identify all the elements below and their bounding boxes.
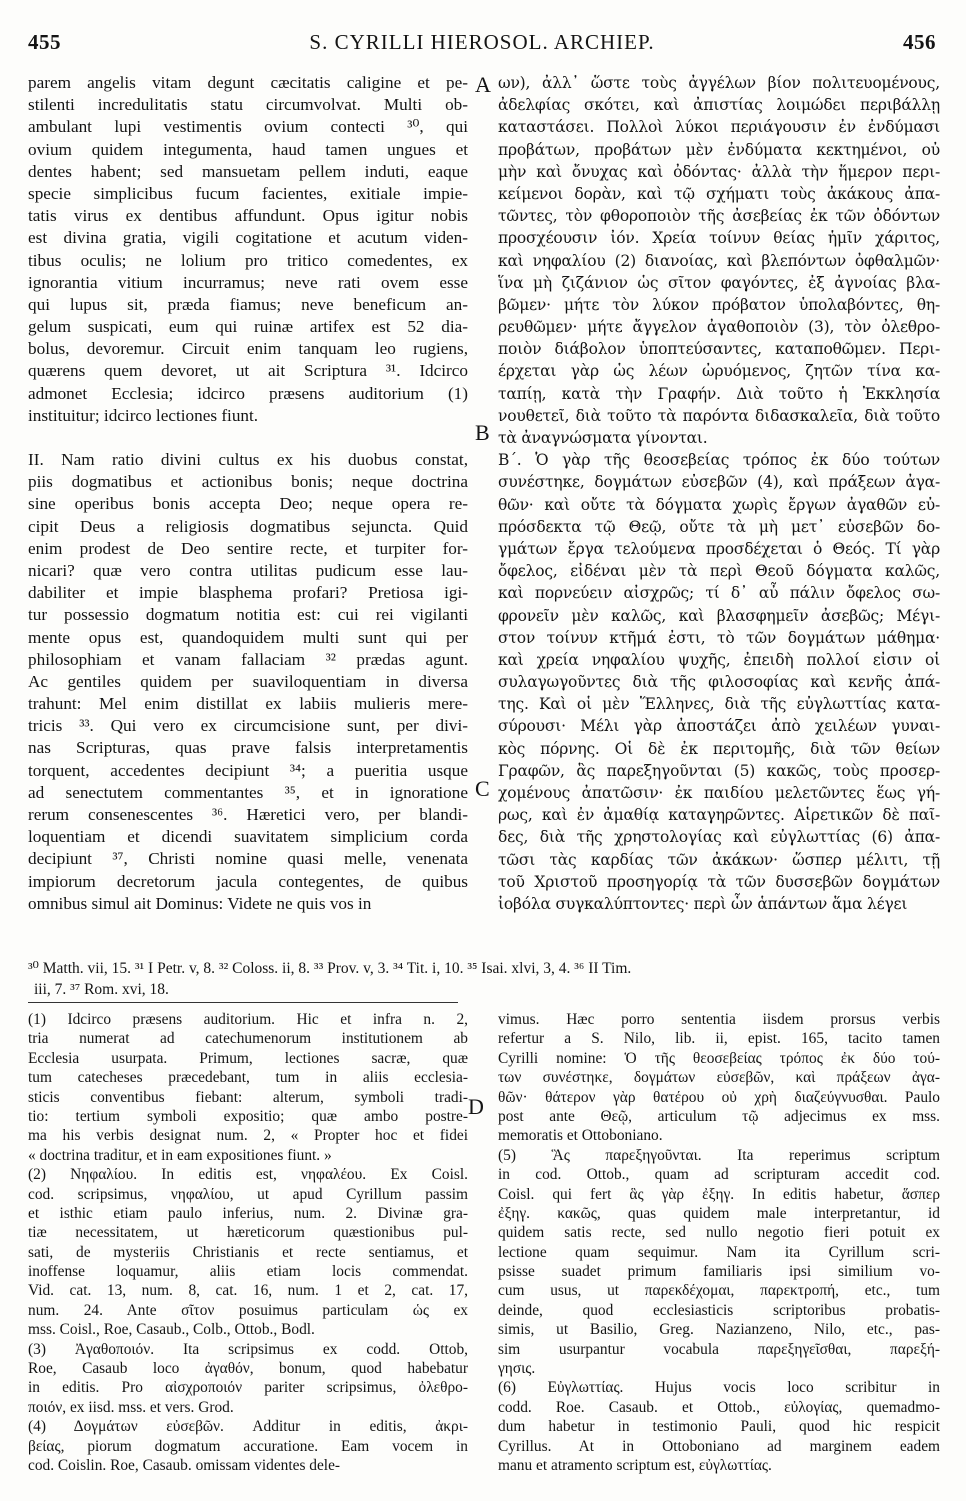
footnote-line: (5) Ἃς παρεξηγοῦνται. Ita reperimus scriptum [498,1146,940,1164]
footnote-line: sim usurpantur vocabula παρεξηγεῖσθαι, παρεξή- [498,1340,940,1358]
greek-line: ποιὸν διάβολον ὑποπτεύσαντες, καταποθῶμεν. Περι- [498,340,940,359]
latin-line: enim prodest de Deo sentire recte, et turpiter for- [28,538,468,558]
footnote-line: Cyrilli nomine: Ὁ τῆς θεοσεβείας τρόπος ἐκ δύο τού- [498,1049,940,1067]
greek-line: συνέστηκε, δογμάτων εὐσεβῶν (4), καὶ πράξεων ἀγα- [498,473,940,492]
footnote-line: των συνέστηκε, δογμάτων εὐσεβῶν, καὶ πράξεων ἀγα- [498,1069,940,1087]
footnote-line: lectione quam sequimur. Nam ita Cyrillum scri- [498,1243,940,1261]
footnote-line: βείας, piorum dogmatum accuratione. Eam vocem in [28,1437,468,1455]
greek-line: ρευθῶμεν· μήτε ἄγγελον ἀγαθοποιὸν (3), τὸν ὀλεθρο- [498,318,940,337]
scripture-ref-line: iii, 7. ³⁷ Rom. xvi, 18. [34,981,169,998]
greek-line: καταστάσει. Πολλοὶ λύκοι περιάγουσιν ἐν ἐνδύμασι [498,118,940,137]
greek-line: ρως, καὶ ἐν ἀμαθίᾳ καταγηρῶντες. Αἱρετικῶν δὲ παῖ- [498,806,940,825]
latin-line: mente opus est, quandoquidem multi sunt qui per [28,627,468,647]
latin-line: rerum consenescentes ³⁶. Hæretici vero, per blandi- [28,805,468,824]
margin-letter-d: D [468,1094,484,1119]
latin-line: instituitur; idcirco lectiones fiunt. [28,405,259,425]
greek-line: τὰ ἀναγνώσματα γίνονται. [498,429,708,447]
greek-line: δες, διὰ τῆς χρηστολογίας καὶ εὐγλωττίας (6) ἀπα- [498,828,940,847]
latin-line: tatis virus ex dentibus affundunt. Opus igitur nobis [28,206,468,226]
latin-line: ambulant lupi vestimentis ovium contecti ³⁰, qui [28,117,468,137]
footnote-line: inoffense loquamur, aliis etiam locis commendat. [28,1263,468,1281]
latin-line: nas Scripturas, quas prave falsis interpretamentis [28,738,468,758]
footnote-line: tiæ necessitatem, ut hæreticorum quæstionibus pul- [28,1224,468,1242]
margin-letter-a: A [475,72,491,97]
footnote-line: refertur a S. Nilo, lib. ii, epist. 165, tacito tamen [498,1030,940,1048]
greek-line: φρονεῖν μὲν καλῶς, καὶ βλασφημεῖν ἀσεβῶς; Μέγι- [498,606,940,625]
page-header [28,30,936,60]
greek-line: νουθετεῖ, διὰ τοῦτο τὰ παρόντα διδασκαλεῖα, διὰ τοῦτο [498,406,940,425]
footnote-line: Roe, Casaub loco ἀγαθόν, bonum, quod habebatur [28,1360,468,1378]
latin-line: II. Nam ratio divini cultus ex his duobus constat, [28,450,468,469]
latin-text-column [28,72,468,915]
latin-line: specie simplicibus fucum facientes, exitiale impie- [28,183,468,203]
greek-line: θῶν· καὶ οὔτε τὰ δόγματα χωρὶς ἔργων ἀγαθῶν εὐ- [498,495,940,514]
footnote-line: tum catecheses præcedebant, tum in aliis ecclesia- [28,1069,468,1087]
footnote-line: simis, ut Basilio, Greg. Nazianzeno, Nilo, etc., pas- [498,1321,940,1339]
footnote-line: « doctrina traditur, et in eam expositiones fiunt. » [28,1146,332,1164]
latin-line: impiorum decretorum jacula contegentes, de quibus [28,871,468,891]
latin-line: trahunt: Mel enim distillat ex labiis mulieris mere- [28,694,468,714]
footnotes-right-column [498,1010,940,1475]
footnote-line: cod. Coislin. Roe, Casaub. omissam videntes dele- [28,1456,341,1474]
greek-text-column [498,72,940,915]
greek-line: Γραφῶν, ἃς παρεξηγοῦνται (5) κακῶς, τοὺς προσερ- [498,761,940,780]
footnote-line: (6) Εὐγλωττίας. Hujus vocis loco scribitur in [498,1379,940,1397]
greek-line: μὴν καὶ ὄνυχας καὶ ὀδόντας· ἀλλὰ τὴν ἥμερον περι- [498,162,940,181]
latin-line: quærens quem devoret, ut ait Scriptura ³¹. Idcirco [28,361,468,381]
latin-line: tur possessio dogmatum notitia est: cui rei vigilanti [28,605,468,625]
footnote-line: mss. Coisl., Roe, Casaub., Colb., Ottob., Bodl. [28,1321,315,1339]
footnote-line: θῶν· θάτερον γὰρ θατέρου οὐ χρὴ διαζεύγνυσθαι. Paulo [498,1088,940,1106]
latin-line: philosophiam et vanam fallaciam ³² prædas agunt. [28,649,468,669]
margin-letter-b: B [475,420,490,445]
latin-line: dentes habent; sed mansuetam pellem induti, eaque [28,161,468,181]
greek-line: έρχεται γὰρ ὡς λέων ὠρυόμενος, ζητῶν τίνα κα- [498,362,940,381]
latin-line: tricis ³³. Qui vero ex circumcisione sunt, per divi- [28,716,468,736]
greek-line: τῶσι τὰς καρδίας τῶν ἀκάκων· ὥσπερ μέλιτι, τῇ [498,850,940,869]
greek-line: καὶ νηφαλίου (2) διανοίας, καὶ βλεπόντων ὀφθαλμῶν· [498,251,940,270]
footnote-line: ποιόν, ex iisd. mss. et vers. Grod. [28,1398,234,1416]
greek-line: τοῦ Χριστοῦ προσηγορίᾳ τὰ τῶν δυσσεβῶν δογμάτων [498,872,940,891]
greek-line: ων), ἀλλ᾽ ὥστε τοὺς ἀγγέλων βίον πολιτευομένους, [498,74,940,92]
footnote-line: in editis. Pro αἰσχροποιόν pariter scripsimus, ὀλεθρο- [28,1379,468,1397]
latin-line: tibus oculis; ne lolium pro tritico comedentes, ex [28,250,468,270]
footnote-line: γησις. [498,1360,536,1378]
latin-line: piis dogmatibus et actionibus bonis; neque doctrina [28,472,468,492]
latin-line: decipiunt ³⁷, Christi nomine quasi melle, venenata [28,849,468,869]
scripture-ref-line: ³⁰ Matth. vii, 15. ³¹ I Petr. v, 8. ³² Coloss. ii, 8. ³³ Prov. v, 3. ³⁴ Tit. i, 10. ³⁵ Isai. xlvi, 3, 4. ³⁶ II Tim. [28,960,632,977]
footnote-line: ἐξηγ. κακῶς, quas quidem male interpretantur, id [498,1204,940,1222]
footnote-line: quidem satis recte, sed nullo negotio fieri potuit ex [498,1224,940,1242]
latin-line: admonet Ecclesia; idcirco præsens auditorium (1) [28,383,468,403]
right-page-number: 456 [903,30,936,54]
latin-line: torquent, accedentes decipiunt ³⁴; a pueritia usque [28,760,468,780]
latin-line: nicari? quæ vero contra utilitas pudicum esse lau- [28,560,468,580]
greek-line: συλαγωγοῦντες διὰ τῆς φιλοσοφίας καὶ κενῆς ἀπά- [498,673,940,692]
footnote-line: sticis conventibus fiebant: alterum, symboli tradi- [28,1088,468,1106]
greek-line: σύρουσι· Μέλι γὰρ ἀποστάζει ἀπὸ χειλέων γυναι- [498,717,940,736]
latin-line: ovium quidem integumenta, haud tamen ungues et [28,139,468,159]
footnote-line: Cyrillus. At in Ottoboniano ad marginem eadem [498,1437,940,1455]
footnote-line: num. 24. Ante σῖτον posuimus particulam ὡς ex [28,1301,468,1319]
greek-line: Β΄. Ὁ γὰρ τῆς θεοσεβείας τρόπος ἐκ δύο τούτων [498,451,940,470]
footnote-line: (3) Ἀγαθοποιόν. Ita scripsimus ex codd. Ottob, [28,1340,468,1358]
footnote-line: psisse suadet primum familiaris ipsi similium vo- [498,1263,940,1281]
footnote-line: tria numerat ad catechumenorum institutionem ab [28,1030,468,1048]
greek-line: ἀδελφίας σκότει, καὶ ἀπιστίας λοιμώδει περιβάλλῃ [498,96,940,115]
greek-line: χομένους ἀπατῶσιν· ἐκ παιδίου μελετῶντες ἕως γή- [498,784,940,802]
greek-line: προσχέουσιν ἰόν. Χρεία τοίνυν θείας ἡμῖν χάριτος, [498,229,940,248]
footnote-line: vimus. Hæc porro sententia iisdem prorsus verbis [498,1011,940,1028]
footnote-line: ma his verbis designat num. 2, « Propter hoc et fidei [28,1127,468,1145]
footnote-line: sati, de mysteriis Christianis et recte sentiamus, et [28,1243,468,1261]
latin-line: ad senectutem commentantes ³⁵, et in ignoratione [28,782,468,802]
footnote-line: Coisl. qui fert ἃς γὰρ ἐξηγ. In editis habetur, ἅσπερ [498,1185,940,1203]
footnotes-left-column [28,1010,468,1475]
footnote-line: (4) Δογμάτων εὐσεβῶν. Additur in editis, ἀκρι- [28,1418,468,1436]
greek-line: στον τοίνυν κτῆμά ἐστι, τὸ τῶν δογμάτων μάθημα· [498,628,940,647]
greek-line: της. Καὶ οἱ μὲν Ἕλληνες, διὰ τῆς εὐγλωττίας κατα- [498,695,940,714]
footnote-line: deinde, quod ecclesiasticis scriptoribus probatis- [498,1301,940,1319]
latin-line: dabiliter et impie blasphema profari? Pretiosa igi- [28,583,468,603]
latin-line: sine operibus bonis accepta Deo; neque opera re- [28,494,468,514]
greek-line: γμάτων ἔργα τελούμενα προσδέχεται ὁ Θεός. Τί γὰρ [498,539,940,558]
latin-line: stilenti incredulitatis statu circumvolvat. Multi ob- [28,95,468,115]
paragraph-gap [28,427,468,449]
greek-line: κείμενοι δορὰν, καὶ τῷ σχήματι τοὺς ἀκάκους ἀπα- [498,184,940,203]
greek-line: καὶ χρεία νηφαλίου ψυχῆς, ἐπειδὴ πολλοί εἰσιν οἱ [498,650,940,669]
latin-line: cipit Deus a religiosis dogmatibus sejuncta. Quid [28,516,468,536]
latin-line: omnibus simul ait Dominus: Videte ne quis vos in [28,893,372,913]
footnote-line: codd. Roe. Casaub. et Ottob., εὐλογίας, quemadmo- [498,1398,940,1416]
greek-line: πρόσδεκτα τῷ Θεῷ, οὔτε τὰ μὴ μετ᾽ εὐσεβῶν δο- [498,517,940,536]
scripture-references [28,958,940,1000]
footnote-line: Vid. cat. 13, num. 8, cat. 16, num. 1 et 2, cat. 17, [28,1282,468,1300]
footnote-line: memoratis et Ottoboniano. [498,1127,663,1145]
latin-line: loquentiam et dicendi suavitatem simplicium corda [28,827,468,847]
latin-line: gelum suspicati, eum qui ruinæ artifex est 52 dia- [28,317,468,337]
running-head: S. CYRILLI HIEROSOL. ARCHIEP. [309,30,655,54]
footnote-line: manu et atramento scriptum est, εὐγλωττίας. [498,1456,772,1474]
latin-line: est divina gratia, vigili cogitatione et acutum viden- [28,228,468,248]
footnote-line: in cod. Ottob., quam ad scripturam accedit cod. [498,1166,940,1184]
greek-line: ταπίῃ, κατὰ τὴν Γραφήν. Διὰ τοῦτο ἡ Ἐκκλησία [498,384,940,403]
footnote-line: et isthic etiam paulo inferius, num. 2. Divinæ gra- [28,1204,468,1222]
footnote-line: post ante Θεῷ, articulum τῷ adjecimus ex mss. [498,1107,940,1125]
footnote-line: tio: tertium symboli expositio; quæ ambo postre- [28,1107,468,1125]
footnote-line: (2) Νηφαλίου. In editis est, νηφαλέου. Ex Coisl. [28,1166,468,1184]
greek-line: καὶ πορνεύειν αἰσχρῶς; τί δ᾽ αὖ πάλιν ὄφελος σω- [498,584,940,603]
footnote-rule [28,1002,458,1003]
greek-line: προβάτων, προβάτων μὲν ἐνδύματα κεκτημένοι, οὐ [498,140,940,159]
latin-line: qui lupus sit, præda fiamus; neve beneficum an- [28,294,468,314]
greek-line: κὸς πόρνης. Οἱ δὲ ἐκ περιτομῆς, διὰ τῶν θείων [498,739,940,758]
footnote-line: (1) Idcirco præsens auditorium. Hic et infra n. 2, [28,1011,468,1028]
greek-line: ἰοβόλα συγκαλύπτοντες· περὶ ὧν ἁπάντων ἅμα λέγει [498,894,908,913]
latin-line: parem angelis vitam degunt cæcitatis caligine et pe- [28,73,468,92]
footnote-line: Ecclesia usurpata. Primum, lectiones sacræ, quæ [28,1049,468,1067]
footnote-line: cum usus, ut παρεκδέχομαι, παρεκτροπή, etc., tum [498,1282,940,1300]
latin-line: ignorantia vitium incurramus; neve rati ovem esse [28,272,468,292]
latin-line: bolus, devoremur. Circuit enim tanquam leo rugiens, [28,339,468,359]
greek-line: ὄφελος, εἰδέναι μὲν τὰ περὶ Θεοῦ δόγματα καλῶς, [498,562,940,581]
greek-line: τῶντες, τὸν φθοροποιὸν τῆς ἀσεβείας ἐκ τῶν ὀδόντων [498,207,940,226]
left-page-number: 455 [28,30,61,54]
margin-letter-c: C [475,776,490,801]
footnote-line: dum habetur in testimonio Pauli, quod hic respicit [498,1418,940,1436]
latin-line: Ac gentiles quidem per suaviloquentiam in diversa [28,671,468,691]
greek-line: βῶμεν· μήτε τὸν λύκον πρόβατον ὑπολαβόντες, θη- [498,295,940,314]
footnote-line: cod. scripsimus, νηφαλίου, ut apud Cyrillum passim [28,1185,468,1203]
greek-line: ἵνα μὴ ζιζάνιον ὡς σῖτον φαγόντες, ἐξ ἀγνοίας βλα- [498,273,940,292]
